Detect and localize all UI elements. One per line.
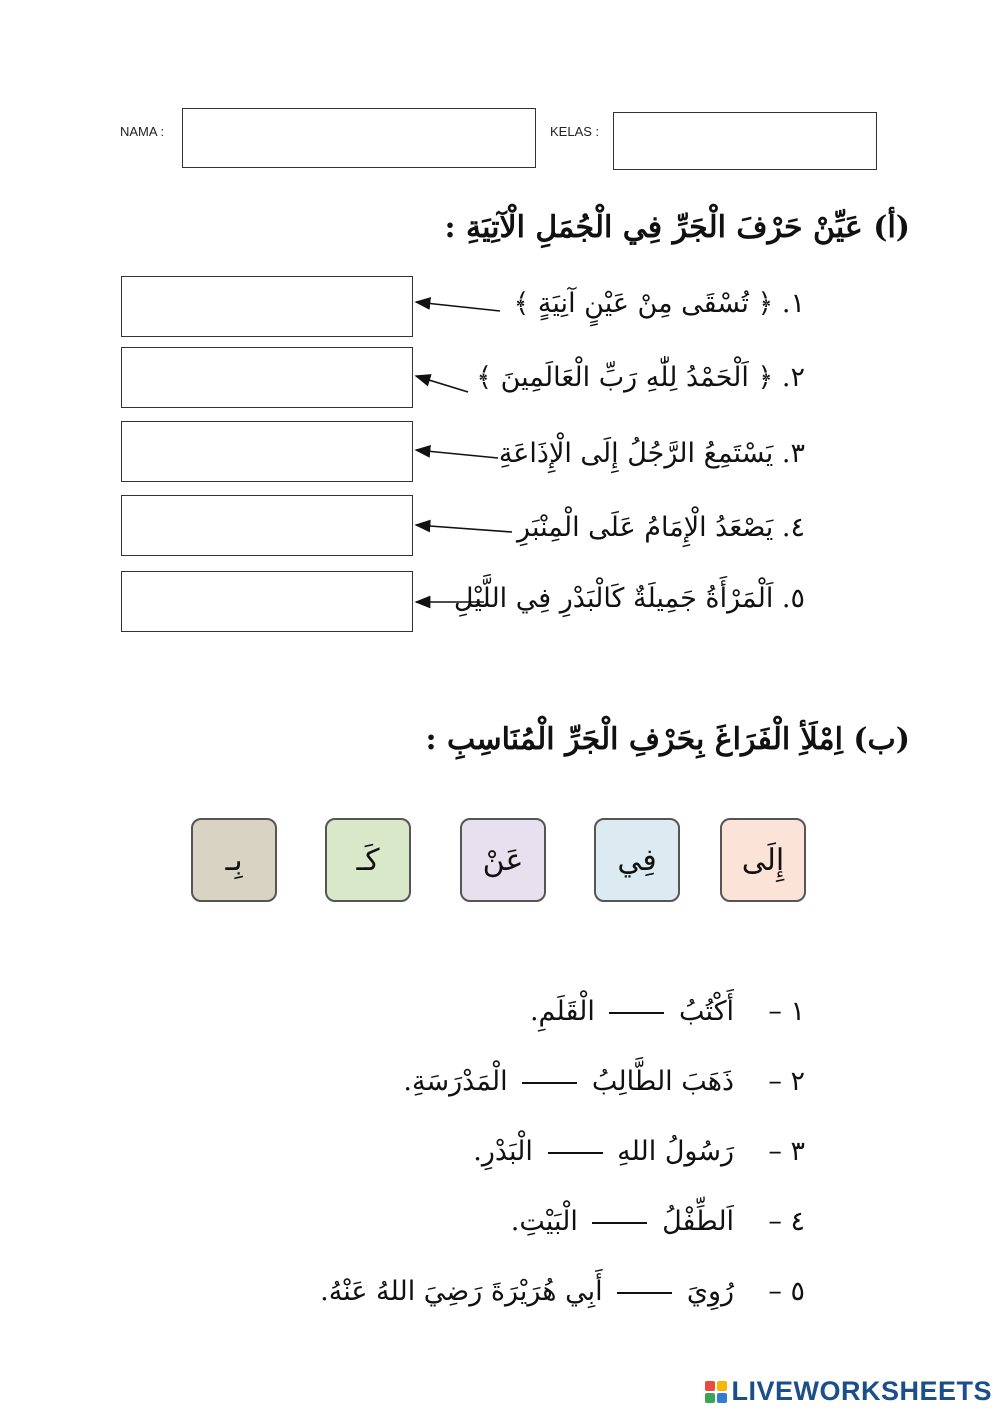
blank-1[interactable] [609,1011,664,1014]
name-label: NAMA : [120,124,165,139]
arrows-layer [0,0,1000,700]
choice-bi[interactable]: بِـ [191,818,277,902]
sentence-2: ٢. ﴿ اَلْحَمْدُ لِلّٰهِ رَبِّ الْعَالَمِينَ ﴾ [476,362,805,393]
logo-icon [705,1381,727,1403]
blank-2[interactable] [522,1081,577,1084]
item-before: أَكْتُبُ [679,996,735,1027]
item-before: ذَهَبَ الطَّالِبُ [591,1066,735,1097]
choice-ila[interactable]: إِلَى [720,818,806,902]
item-before: رُوِيَ [686,1276,735,1307]
brand-text: LIVEWORKSHEETS [731,1376,992,1406]
fill-item-3 [473,1136,805,1167]
blank-4[interactable] [592,1221,647,1224]
sentence-3: ٣. يَسْتَمِعُ الرَّجُلُ إِلَى الْإِذَاعَةِ [498,438,805,469]
fill-item-2 [403,1066,805,1097]
fill-item-1 [530,996,805,1027]
arrow-4 [416,525,512,532]
item-after: الْبَيْتِ. [510,1206,578,1237]
item-before: اَلطِّفْلُ [662,1206,735,1237]
item-after: الْقَلَمِ. [529,996,595,1027]
class-label: KELAS : [550,124,600,139]
item-num: ٥ – [768,1276,805,1307]
choice-an[interactable]: عَنْ [460,818,546,902]
section-b-heading: (ب) اِمْلَأِ الْفَرَاغَ بِحَرْفِ الْجَرِّ الْمُنَاسِبِ : [425,722,910,757]
arrow-1 [416,302,500,311]
item-before: رَسُولُ اللهِ [617,1136,735,1167]
item-num: ٤ – [768,1206,805,1237]
fill-item-5 [320,1276,805,1307]
arrow-2 [416,376,468,392]
item-after: الْمَدْرَسَةِ. [403,1066,508,1097]
arrow-3 [416,450,498,458]
sentence-4: ٤. يَصْعَدُ الْإِمَامُ عَلَى الْمِنْبَرِ [517,512,805,543]
item-num: ١ – [768,996,805,1027]
sentence-1: ١. ﴿ تُسْقَى مِنْ عَيْنٍ آنِيَةٍ ﴾ [513,288,805,319]
item-num: ٢ – [768,1066,805,1097]
fill-item-4 [511,1206,805,1237]
section-a-heading: (أ) عَيِّنْ حَرْفَ الْجَرِّ فِي الْجُمَلِ الْآتِيَةِ : [444,210,910,245]
blank-3[interactable] [548,1151,603,1154]
sentence-5: ٥. اَلْمَرْأَةُ جَمِيلَةٌ كَالْبَدْرِ فِي اللَّيْلِ [453,583,805,614]
choice-ka[interactable]: كَـ [325,818,411,902]
liveworksheets-logo [705,1376,992,1407]
item-after: أَبِي هُرَيْرَةَ رَضِيَ اللهُ عَنْهُ. [320,1276,603,1307]
item-num: ٣ – [768,1136,805,1167]
item-after: الْبَدْرِ. [473,1136,533,1167]
choice-fi[interactable]: فِي [594,818,680,902]
blank-5[interactable] [617,1291,672,1294]
